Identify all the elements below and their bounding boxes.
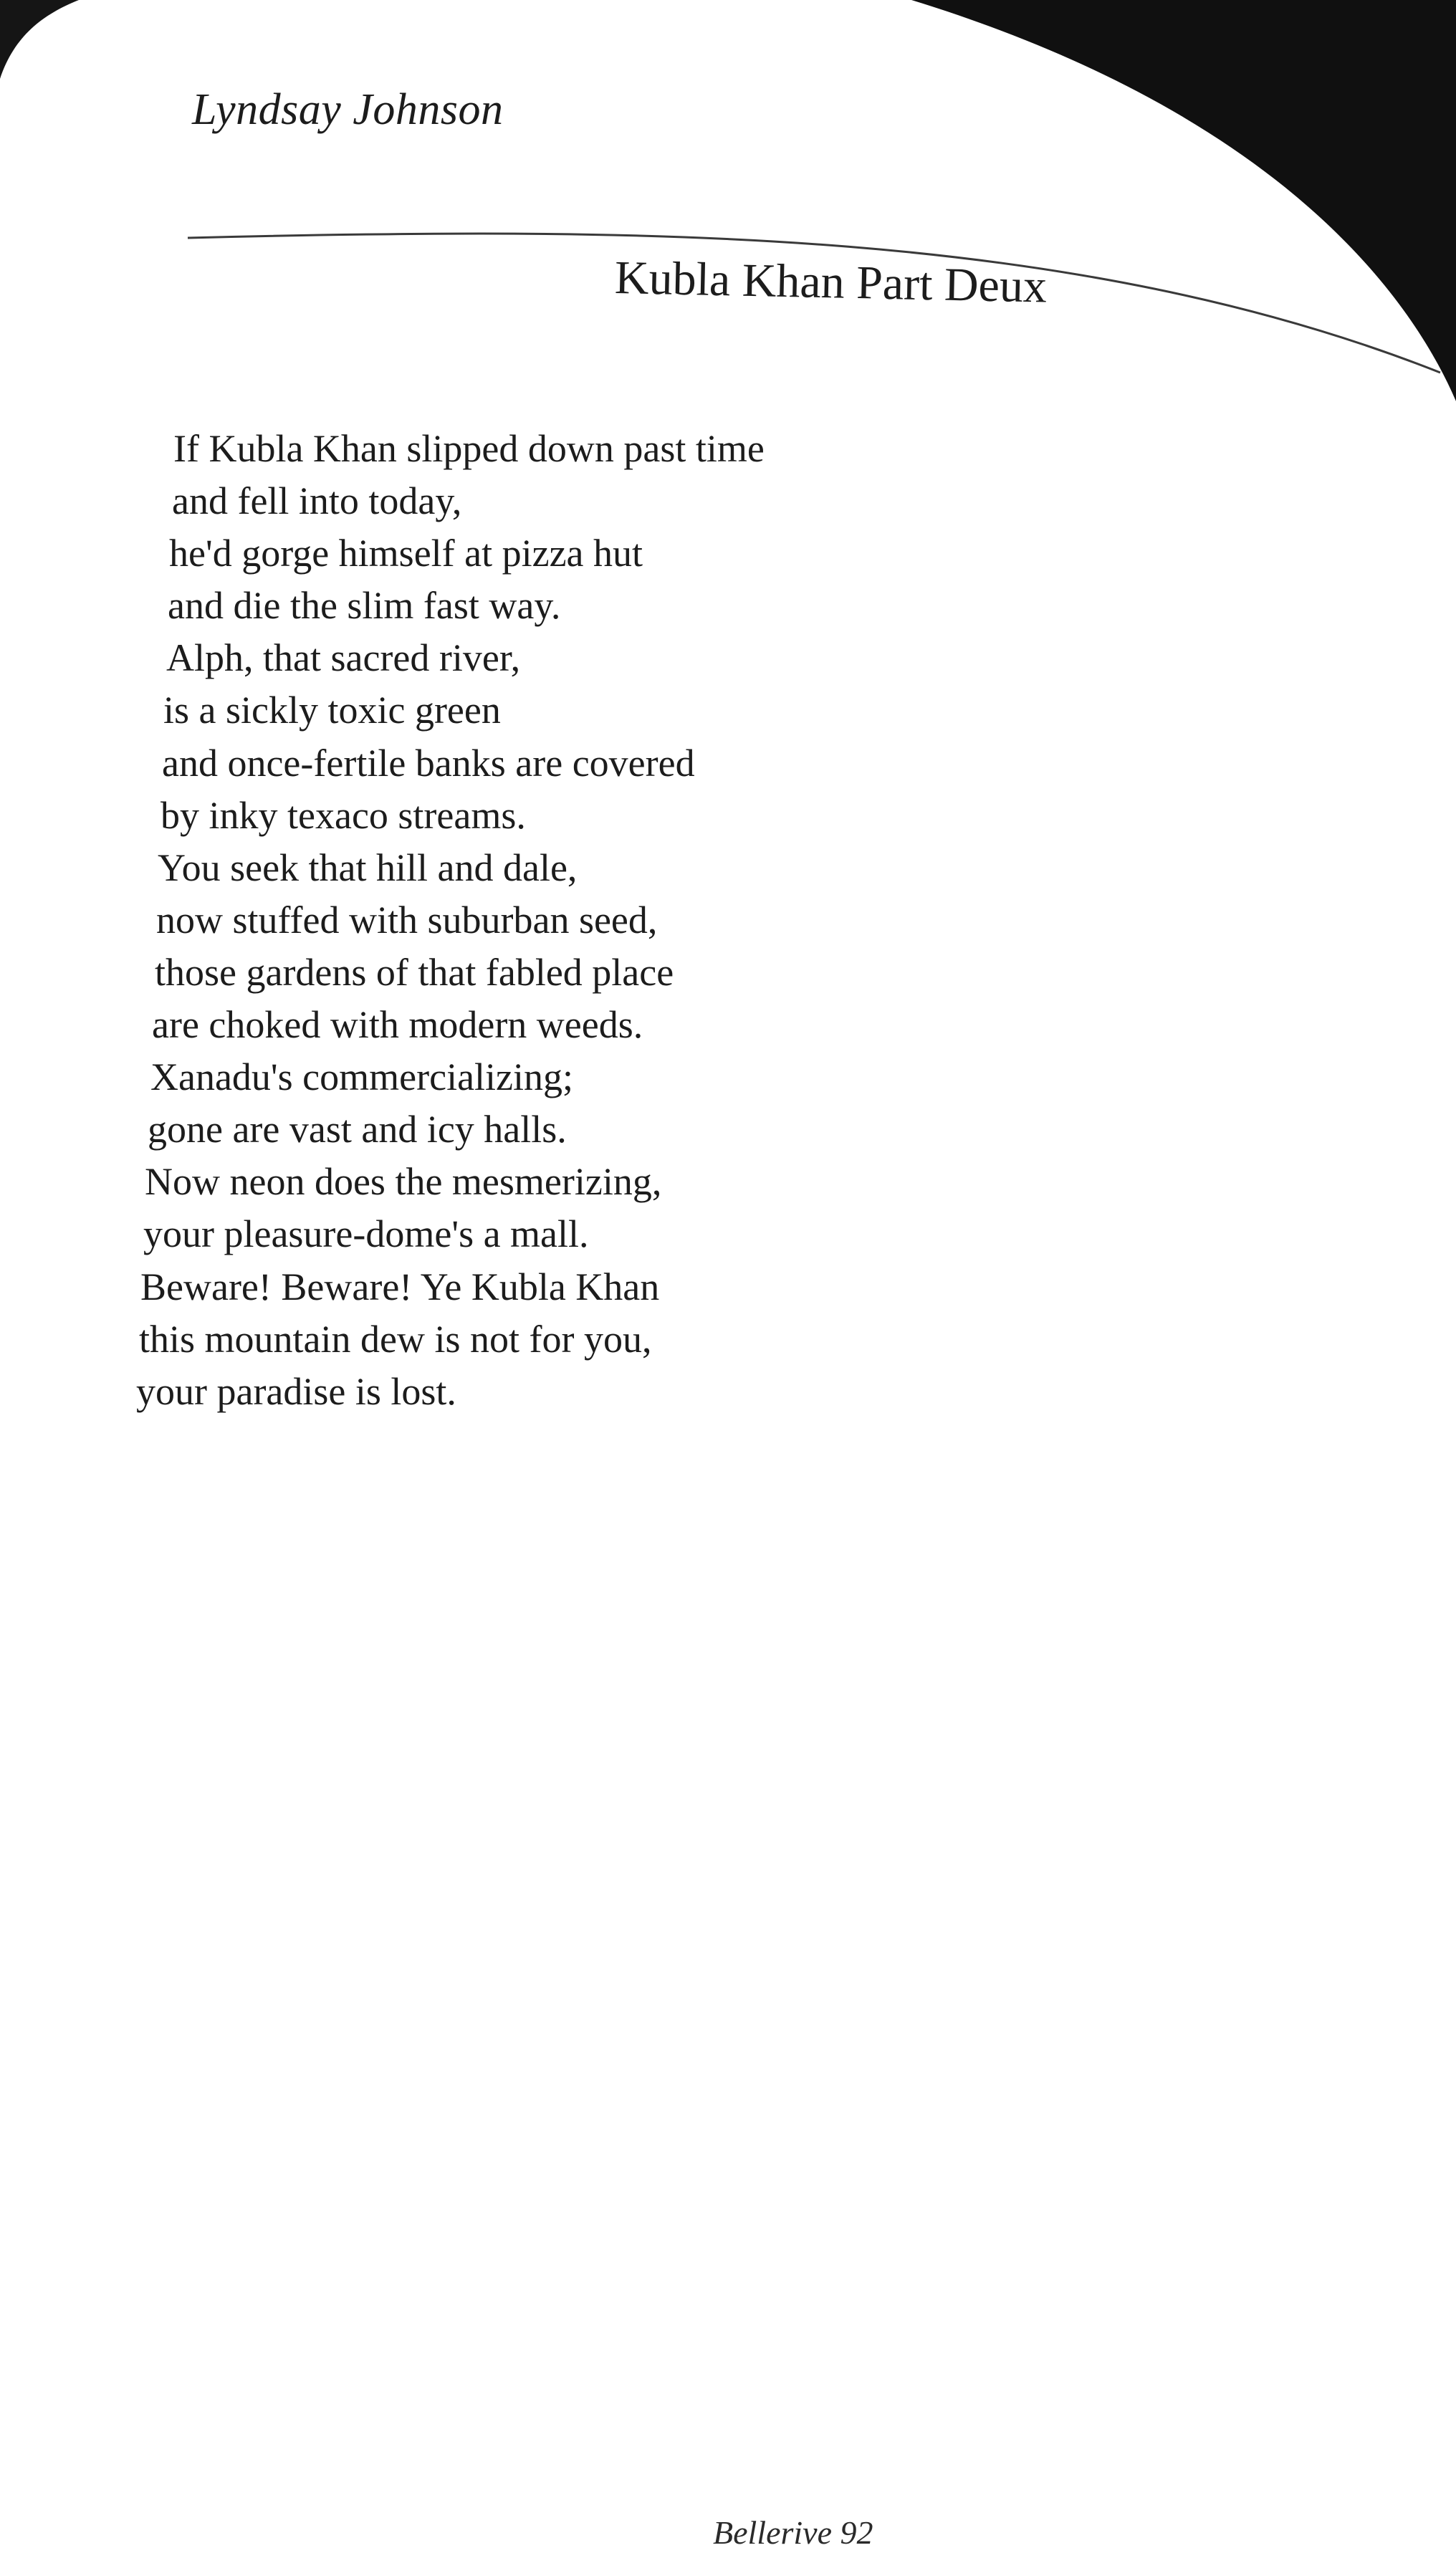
poem-body [136,423,996,1418]
poem-line: he'd gorge himself at pizza hut [169,532,643,575]
poem-line: this mountain dew is not for you, [139,1317,652,1361]
poem-line: your pleasure-dome's a mall. [143,1212,589,1256]
title-rule [0,0,1456,430]
poem-line: Beware! Beware! Ye Kubla Khan [140,1265,660,1308]
poem-line: those gardens of that fabled place [155,950,674,994]
poem-line: and once-fertile banks are covered [162,741,695,785]
poem-line: Now neon does the mesmerizing, [145,1160,662,1204]
poem-line: now stuffed with suburban seed, [156,898,658,942]
poem-line: your paradise is lost. [136,1369,456,1413]
poem-line: Xanadu's commercializing; [150,1055,574,1099]
poem-line: by inky texaco streams. [161,793,526,837]
poem-line: If Kubla Khan slipped down past time [173,427,765,470]
author-name: Lyndsay Johnson [192,85,504,134]
poem-line: gone are vast and icy halls. [148,1108,567,1151]
poem-line: and die the slim fast way. [168,584,561,628]
poem-line: are choked with modern weeds. [152,1003,643,1047]
page-folio: Bellerive 92 [713,2514,873,2551]
poem-title: Kubla Khan Part Deux [614,251,1048,313]
poem-line: Alph, that sacred river, [166,636,521,680]
poem-line: and fell into today, [172,479,462,523]
poem-line: You seek that hill and dale, [158,845,578,889]
poem-line: is a sickly toxic green [163,689,501,732]
